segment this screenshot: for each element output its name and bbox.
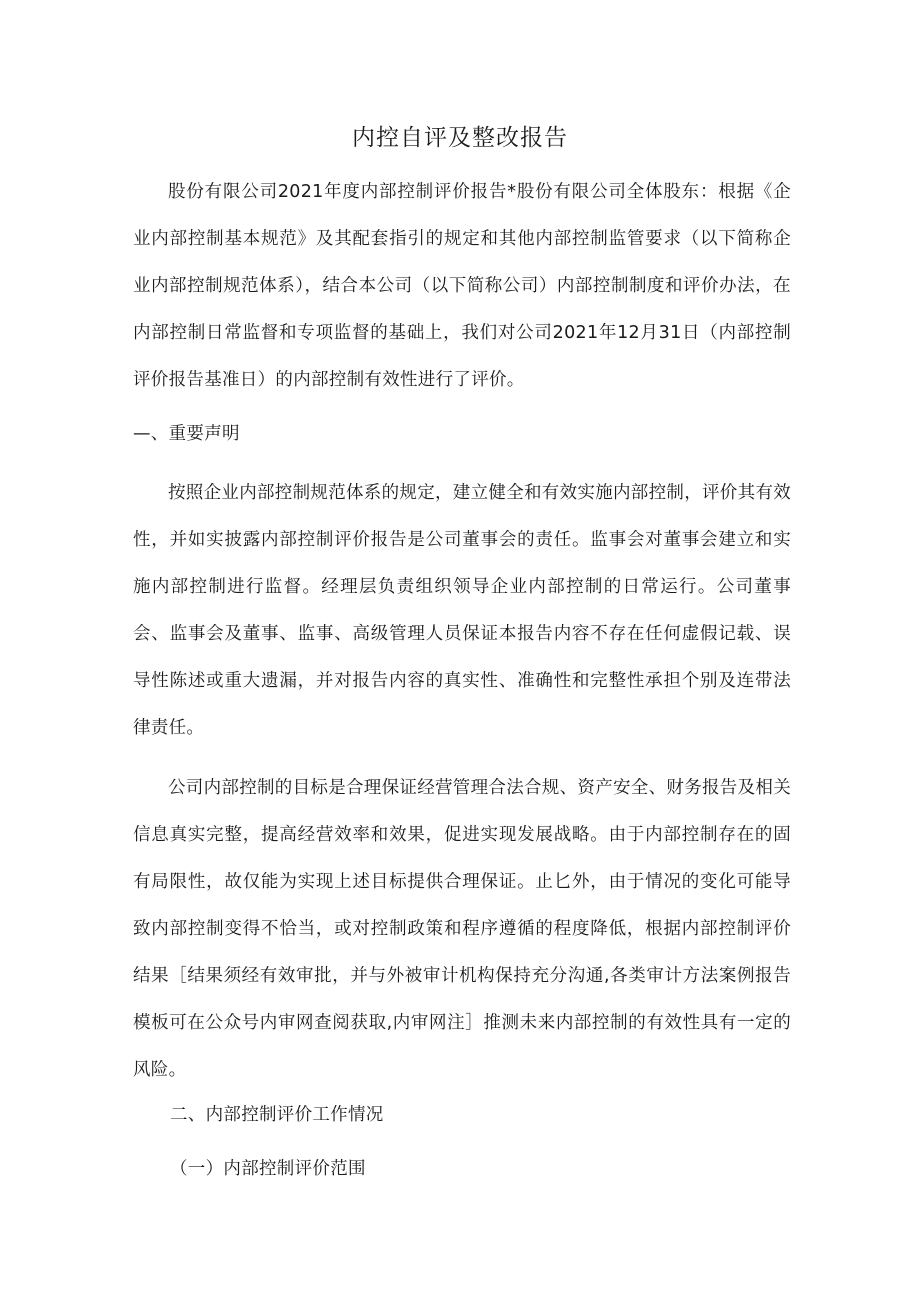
section-heading-important-statement: —、重要声明 (133, 424, 240, 444)
document-title: 内控自评及整改报告 (352, 125, 568, 151)
statement-paragraph: 按照企业内部控制规范体系的规定，建立健全和有效实施内部控制，评价其有效性，并如实披露内部控制评价报告是公司董事会的责任。监事会对董事会建立和实施内部控制进行监督。经理层负责组织领导企业内部控制的日常运行。公司董事会、监事会及董事、监事、高级管理人员保证本报告内容不存在任何虚假记载、误导性陈述或重大遗漏，并对报告内容的真实性、准确性和完整性承担个别及连带法律责任。 (133, 483, 791, 738)
section-heading-evaluation-work: 二、内部控制评价工作情况 (170, 1105, 384, 1125)
subsection-heading-evaluation-scope: （一）内部控制评价范围 (170, 1159, 366, 1179)
objective-paragraph: 公司内部控制的目标是合理保证经营管理合法合规、资产安全、财务报告及相关信息真实完整，提高经营效率和效果，促进实现发展战略。由于内部控制存在的固有局限性，故仅能为实现上述目标提供合理保证。止匕外，由于情况的变化可能导致内部控制变得不恰当，或对控制政策和程序遵循的程度降低，根据内部控制评价结果［结果须经有效审批，并与外被审计机构保持充分沟通,各类审计方法案例报告模板可在公众号内审网查阅获取,内审网注］推测未来内部控制的有效性具有一定的风险。 (133, 778, 791, 1080)
intro-paragraph: 股份有限公司2021年度内部控制评价报告*股份有限公司全体股东：根据《企业内部控制基本规范》及其配套指引的规定和其他内部控制监管要求（以下简称企业内部控制规范体系），结合本公司（以下简称公司）内部控制制度和评价办法，在内部控制日常监督和专项监督的基础上，我们对公司2021年12月31日（内部控制评价报告基准日）的内部控制有效性进行了评价。 (133, 182, 791, 390)
